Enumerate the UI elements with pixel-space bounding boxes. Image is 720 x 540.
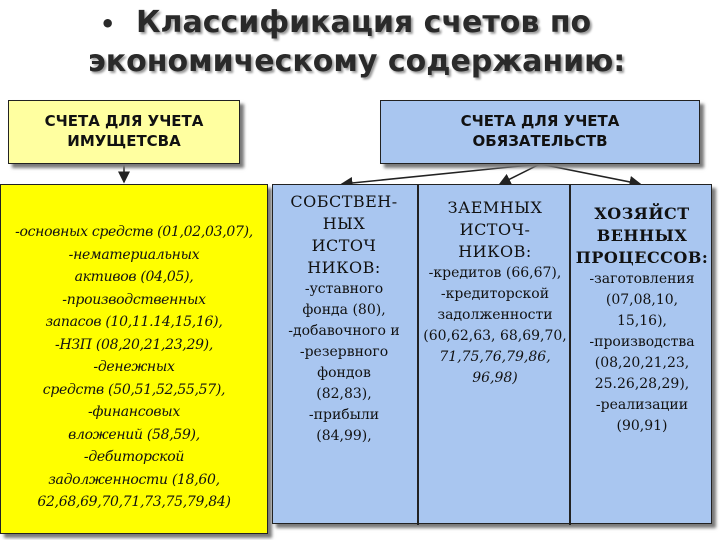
borrowed-sources-title: НИКОВ:: [458, 242, 532, 261]
assets-item: задолженности (18,60,: [48, 471, 220, 488]
own-sources-title: ИСТОЧ: [311, 236, 377, 255]
bullet-icon: •: [100, 10, 116, 38]
assets-item: средств (50,51,52,55,57),: [42, 381, 226, 398]
business-processes-item: 25.26,28,29),: [594, 376, 690, 392]
business-processes-item: -реализации: [595, 397, 689, 413]
borrowed-sources-item: -кредитов (66,67),: [428, 265, 562, 281]
liabilities-header-line-1: СЧЕТА ДЛЯ УЧЕТА: [460, 112, 620, 130]
business-processes-item: -заготовления: [589, 271, 695, 287]
own-sources-title: НИКОВ:: [307, 258, 381, 277]
own-sources-item: фонда (80),: [302, 302, 386, 318]
own-sources-item: -прибыли: [308, 407, 380, 423]
borrowed-sources-title: ЗАЕМНЫХ: [447, 198, 543, 217]
assets-header-line-1: СЧЕТА ДЛЯ УЧЕТА: [44, 112, 204, 130]
borrowed-sources-title: ИСТОЧ-: [459, 220, 531, 239]
assets-item: -основных средств (01,02,03,07),: [15, 224, 253, 240]
business-processes-title: ХОЗЯЙСТ: [594, 204, 690, 223]
business-processes-item: (07,08,10,: [605, 292, 679, 308]
assets-item: активов (04,05),: [74, 269, 194, 285]
liabilities-header-line-2: ОБЯЗАТЕЛЬСТВ: [472, 132, 608, 150]
title-line-2: экономическому содержанию:: [88, 44, 626, 79]
business-processes-title: ПРОЦЕССОВ:: [575, 248, 709, 267]
title-line-1: Классификация счетов по: [136, 5, 592, 40]
own-sources-item: -уставного: [304, 281, 384, 297]
own-sources-item: -добавочного и: [288, 323, 400, 339]
assets-item: запасов (10,11.14,15,16),: [45, 314, 223, 330]
assets-item: -дебиторской: [83, 449, 185, 465]
own-sources-item: фондов: [317, 365, 371, 381]
assets-item: 62,68,69,70,71,73,75,79,84): [37, 494, 231, 510]
own-sources-title: СОБСТВЕН-: [290, 192, 398, 211]
borrowed-sources-item: 96,98): [472, 370, 518, 386]
own-sources-item: -резервного: [299, 344, 389, 360]
own-sources-title: НЫХ: [322, 214, 366, 233]
business-processes-item: (90,91): [616, 418, 668, 434]
borrowed-sources-item: задолженности: [437, 307, 553, 323]
arrow-to-business-processes: [540, 164, 640, 184]
assets-item: вложений (58,59),: [68, 426, 200, 443]
assets-item: -финансовых: [88, 404, 180, 420]
business-processes-item: -производства: [589, 334, 695, 350]
borrowed-sources-item: -кредиторской: [440, 286, 550, 302]
own-sources-item: (84,99),: [316, 428, 372, 444]
assets-header-line-2: ИМУЩЕТСВА: [67, 132, 181, 150]
assets-item: -нематериальных: [68, 246, 200, 263]
borrowed-sources-item: 71,75,76,79,86,: [439, 349, 551, 365]
business-processes-title: ВЕННЫХ: [596, 226, 688, 245]
borrowed-sources-column: [417, 197, 573, 389]
own-sources-item: (82,83),: [316, 386, 372, 402]
assets-item: -НЗП (08,20,21,23,29),: [55, 336, 213, 353]
arrow-to-own-sources: [342, 164, 540, 184]
assets-header-box: [8, 100, 240, 164]
assets-item: -денежных: [93, 359, 175, 375]
own-sources-column: [273, 191, 415, 447]
borrowed-sources-item: (60,62,63, 68,69,70,: [423, 328, 567, 344]
assets-list-box: [0, 184, 268, 534]
business-processes-column: [567, 203, 717, 437]
liabilities-header-box: [380, 100, 700, 164]
business-processes-item: (08,20,21,23,: [594, 355, 690, 371]
business-processes-item: 15,16),: [617, 313, 667, 329]
assets-item: -производственных: [62, 291, 206, 308]
liabilities-detail-box: [272, 184, 712, 524]
